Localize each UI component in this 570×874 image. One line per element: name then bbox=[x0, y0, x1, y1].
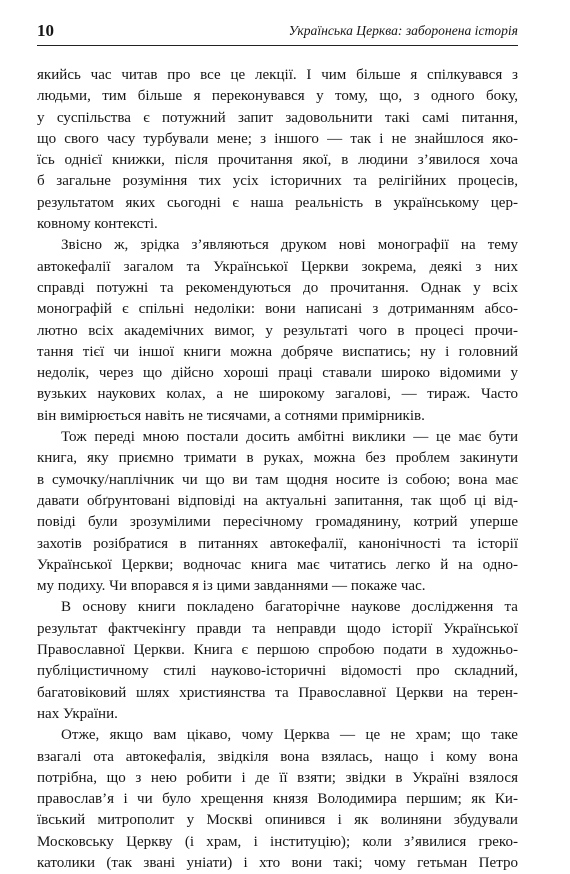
header-rule bbox=[37, 45, 518, 46]
text-line: публіцистичному стилі науково-історичні відомості про складний, bbox=[37, 663, 518, 680]
text-line: Православної Церкви. Книга є першою спробою подати в художньо- bbox=[37, 642, 518, 659]
paragraph bbox=[37, 725, 518, 874]
text-line: вузьких наукових колах, а не широкому загалові, — тираж. Часто bbox=[37, 386, 518, 403]
text-line: багатовіковий шлях християнства та Православної Церкви на терен- bbox=[37, 684, 518, 701]
text-line: Московську Церкву (і храм, і інституцію); коли з’явилися греко- bbox=[37, 833, 518, 850]
text-line: повіді були зрозумілими пересічному громадянину, котрий уперше bbox=[37, 514, 518, 531]
text-line: якийсь час читав про все це лекції. І чим більше я спілкувався з bbox=[37, 67, 518, 83]
text-line: у суспільства є потужний запит задовольнити такі самі питання, bbox=[37, 109, 518, 126]
paragraph bbox=[37, 65, 518, 235]
text-line: автокефалії загалом та Української Церкви зокрема, деякі з них bbox=[37, 258, 518, 275]
text-line: Тож переді мною постали досить амбітні виклики — це має бути bbox=[61, 429, 518, 446]
paragraph bbox=[37, 235, 518, 427]
text-line: людьми, тим більше я переконувався у тому, що, з одного боку, bbox=[37, 88, 518, 105]
text-line: тання тієї чи іншої книги можна добряче виспатись; ну і головний bbox=[37, 343, 518, 360]
text-line: Звісно ж, зрідка з’являються друком нові монографії на тему bbox=[61, 237, 518, 254]
text-line: нах України. bbox=[37, 705, 118, 722]
text-line: ївський митрополит у Москві опинився і як волиняни збудували bbox=[37, 812, 518, 829]
text-line: давати обґрунтовані відповіді на актуальні запитання, так щоб ці від- bbox=[37, 492, 518, 509]
text-line: Отже, якщо вам цікаво, чому Церква — це не храм; що таке bbox=[61, 727, 518, 744]
paragraph bbox=[37, 597, 518, 725]
text-line: католики (так звані уніати) і хто вони такі; чому гетьман Петро bbox=[37, 854, 518, 871]
text-line: му подиху. Чи впорався я із цими завданнями — покаже час. bbox=[37, 578, 426, 595]
body-text bbox=[37, 65, 518, 874]
text-line: він вимірюється навіть не тисячами, а сотнями примірників. bbox=[37, 407, 425, 424]
text-line: захотів розібратися в питаннях автокефалії, канонічності та історії bbox=[37, 535, 518, 552]
text-line: лютно всіх академічних вимог, у результаті чого в процесі прочи- bbox=[37, 322, 518, 339]
text-line: б загальне розуміння тих усіх історичних та релігійних процесів, bbox=[37, 173, 518, 190]
page-header bbox=[37, 20, 518, 42]
text-line: справді потужні та рекомендуються до прочитання. Однак у всіх bbox=[37, 279, 518, 296]
page-number: 10 bbox=[37, 21, 54, 40]
text-line: недолік, через що дійсно хороші праці ставали широко відомими у bbox=[37, 365, 518, 382]
text-line: результатом яких сьогодні є наша реальність в українському цер- bbox=[37, 194, 518, 211]
text-line: потрібна, що з нею робити і де її взяти; звідки в Україні взялося bbox=[37, 769, 518, 786]
text-line: книга, яку приємно тримати в руках, можна без проблем закинути bbox=[37, 450, 518, 467]
running-title: Українська Церква: заборонена історія bbox=[288, 23, 518, 38]
paragraph bbox=[37, 427, 518, 597]
text-line: В основу книги покладено багаторічне наукове дослідження та bbox=[61, 599, 518, 616]
text-line: Української Церкви; водночас книга має читатись легко й на одно- bbox=[37, 556, 518, 573]
text-line: їсь однієї книжки, після прочитання якої, в людини з’явилося хоча bbox=[37, 152, 518, 169]
text-line: в сумочку/наплічник чи що ви там щодня носите із собою; вона має bbox=[37, 471, 518, 488]
text-line: що свого часу турбували мене; з іншого — так і не знайшлося яко- bbox=[37, 130, 518, 147]
text-line: результат фактчекінгу правди та неправди щодо історії Української bbox=[37, 620, 518, 637]
text-line: монографій є спільні недоліки: вони написані з дотриманням абсо- bbox=[37, 301, 518, 318]
text-line: православ’я і чи було хрещення князя Володимира першим; як Ки- bbox=[37, 791, 518, 808]
text-line: ковному контексті. bbox=[37, 216, 158, 233]
text-line: взагалі ота автокефалія, звідкіля вона взялась, нащо і кому вона bbox=[37, 748, 518, 765]
